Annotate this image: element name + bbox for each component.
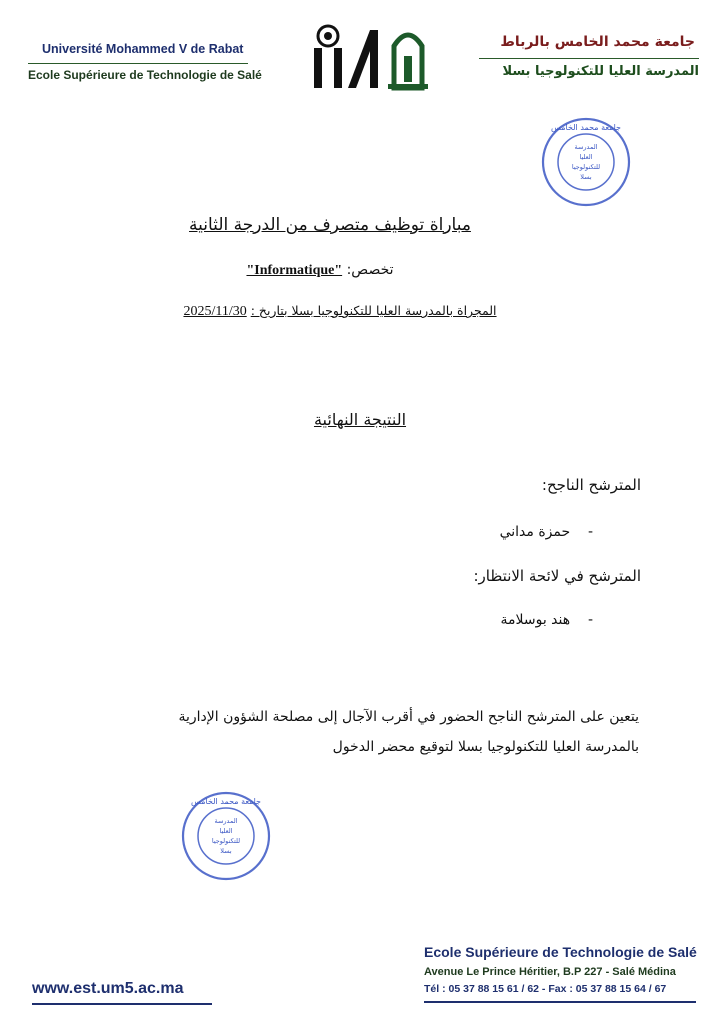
instruction-paragraph xyxy=(119,702,639,762)
competition-title: مباراة توظيف متصرف من الدرجة الثانية xyxy=(189,215,471,235)
stamp-ring-text: جامعة محمد الخامس xyxy=(551,123,621,132)
specialty-line xyxy=(170,262,470,279)
specialty-value: "Informatique" xyxy=(246,263,343,278)
waitlist-label: المترشح في لائحة الانتظار: xyxy=(473,567,641,585)
footer-website-link[interactable]: www.est.um5.ac.ma xyxy=(32,980,184,997)
header-school-fr: Ecole Supérieure de Technologie de Salé xyxy=(28,68,262,82)
stamp-line: المدرسة xyxy=(214,817,238,825)
instruction-line-2: بالمدرسة العليا للتكنولوجيا بسلا لتوقيع محضر الدخول xyxy=(332,739,639,755)
stamp-line: للتكنولوجيا xyxy=(571,163,601,171)
waitlist-candidate-row xyxy=(501,612,594,628)
waitlist-candidate-name: هند بوسلامة xyxy=(500,612,571,628)
footer-phone: Tél : 05 37 88 15 61 / 62 - Fax : 05 37 88 15 64 / 67 xyxy=(424,983,667,995)
stamp-line: العليا xyxy=(219,827,233,835)
bullet: - xyxy=(587,524,593,540)
instruction-line-1: يتعين على المترشح الناجح الحضور في أقرب الآجال إلى مصلحة الشؤون الإدارية xyxy=(178,709,639,725)
stamp-line: المدرسة xyxy=(574,143,598,151)
final-result-heading: النتيجة النهائية xyxy=(313,410,407,429)
stamp-ring-text: جامعة محمد الخامس xyxy=(191,797,261,806)
official-stamp-bottom xyxy=(180,790,272,882)
successful-candidate-name: حمزة مداني xyxy=(499,524,571,540)
footer-website-rule xyxy=(32,1003,212,1005)
footer-school-name: Ecole Supérieure de Technologie de Salé xyxy=(424,944,697,960)
exam-held-at: المجراة بالمدرسة العليا للتكنولوجيا بسلا بتاريخ : xyxy=(250,303,497,318)
exam-date: 2025/11/30 xyxy=(183,304,247,319)
exam-date-line xyxy=(140,303,540,320)
specialty-label: تخصص: xyxy=(346,262,394,278)
successful-candidate-row xyxy=(500,524,593,540)
stamp-line: بسلا xyxy=(220,847,232,855)
stamp-line: بسلا xyxy=(580,173,592,181)
stamp-line: العليا xyxy=(579,153,593,161)
header-rule-left xyxy=(28,63,248,64)
footer-address: Avenue Le Prince Héritier, B.P 227 - Salé Médina xyxy=(424,966,676,978)
bullet: - xyxy=(587,612,593,628)
header-school-ar: المدرسة العليا للتكنولوجيا بسلا xyxy=(502,64,699,79)
header-university-ar: جامعة محمد الخامس بالرباط xyxy=(500,34,695,50)
header-rule-right xyxy=(479,58,699,59)
official-stamp-top xyxy=(540,116,632,208)
school-logo xyxy=(308,22,438,92)
stamp-line: للتكنولوجيا xyxy=(211,837,241,845)
footer-rule xyxy=(424,1001,696,1003)
successful-candidate-label: المترشح الناجح: xyxy=(541,476,641,494)
header-university-fr: Université Mohammed V de Rabat xyxy=(42,42,244,56)
